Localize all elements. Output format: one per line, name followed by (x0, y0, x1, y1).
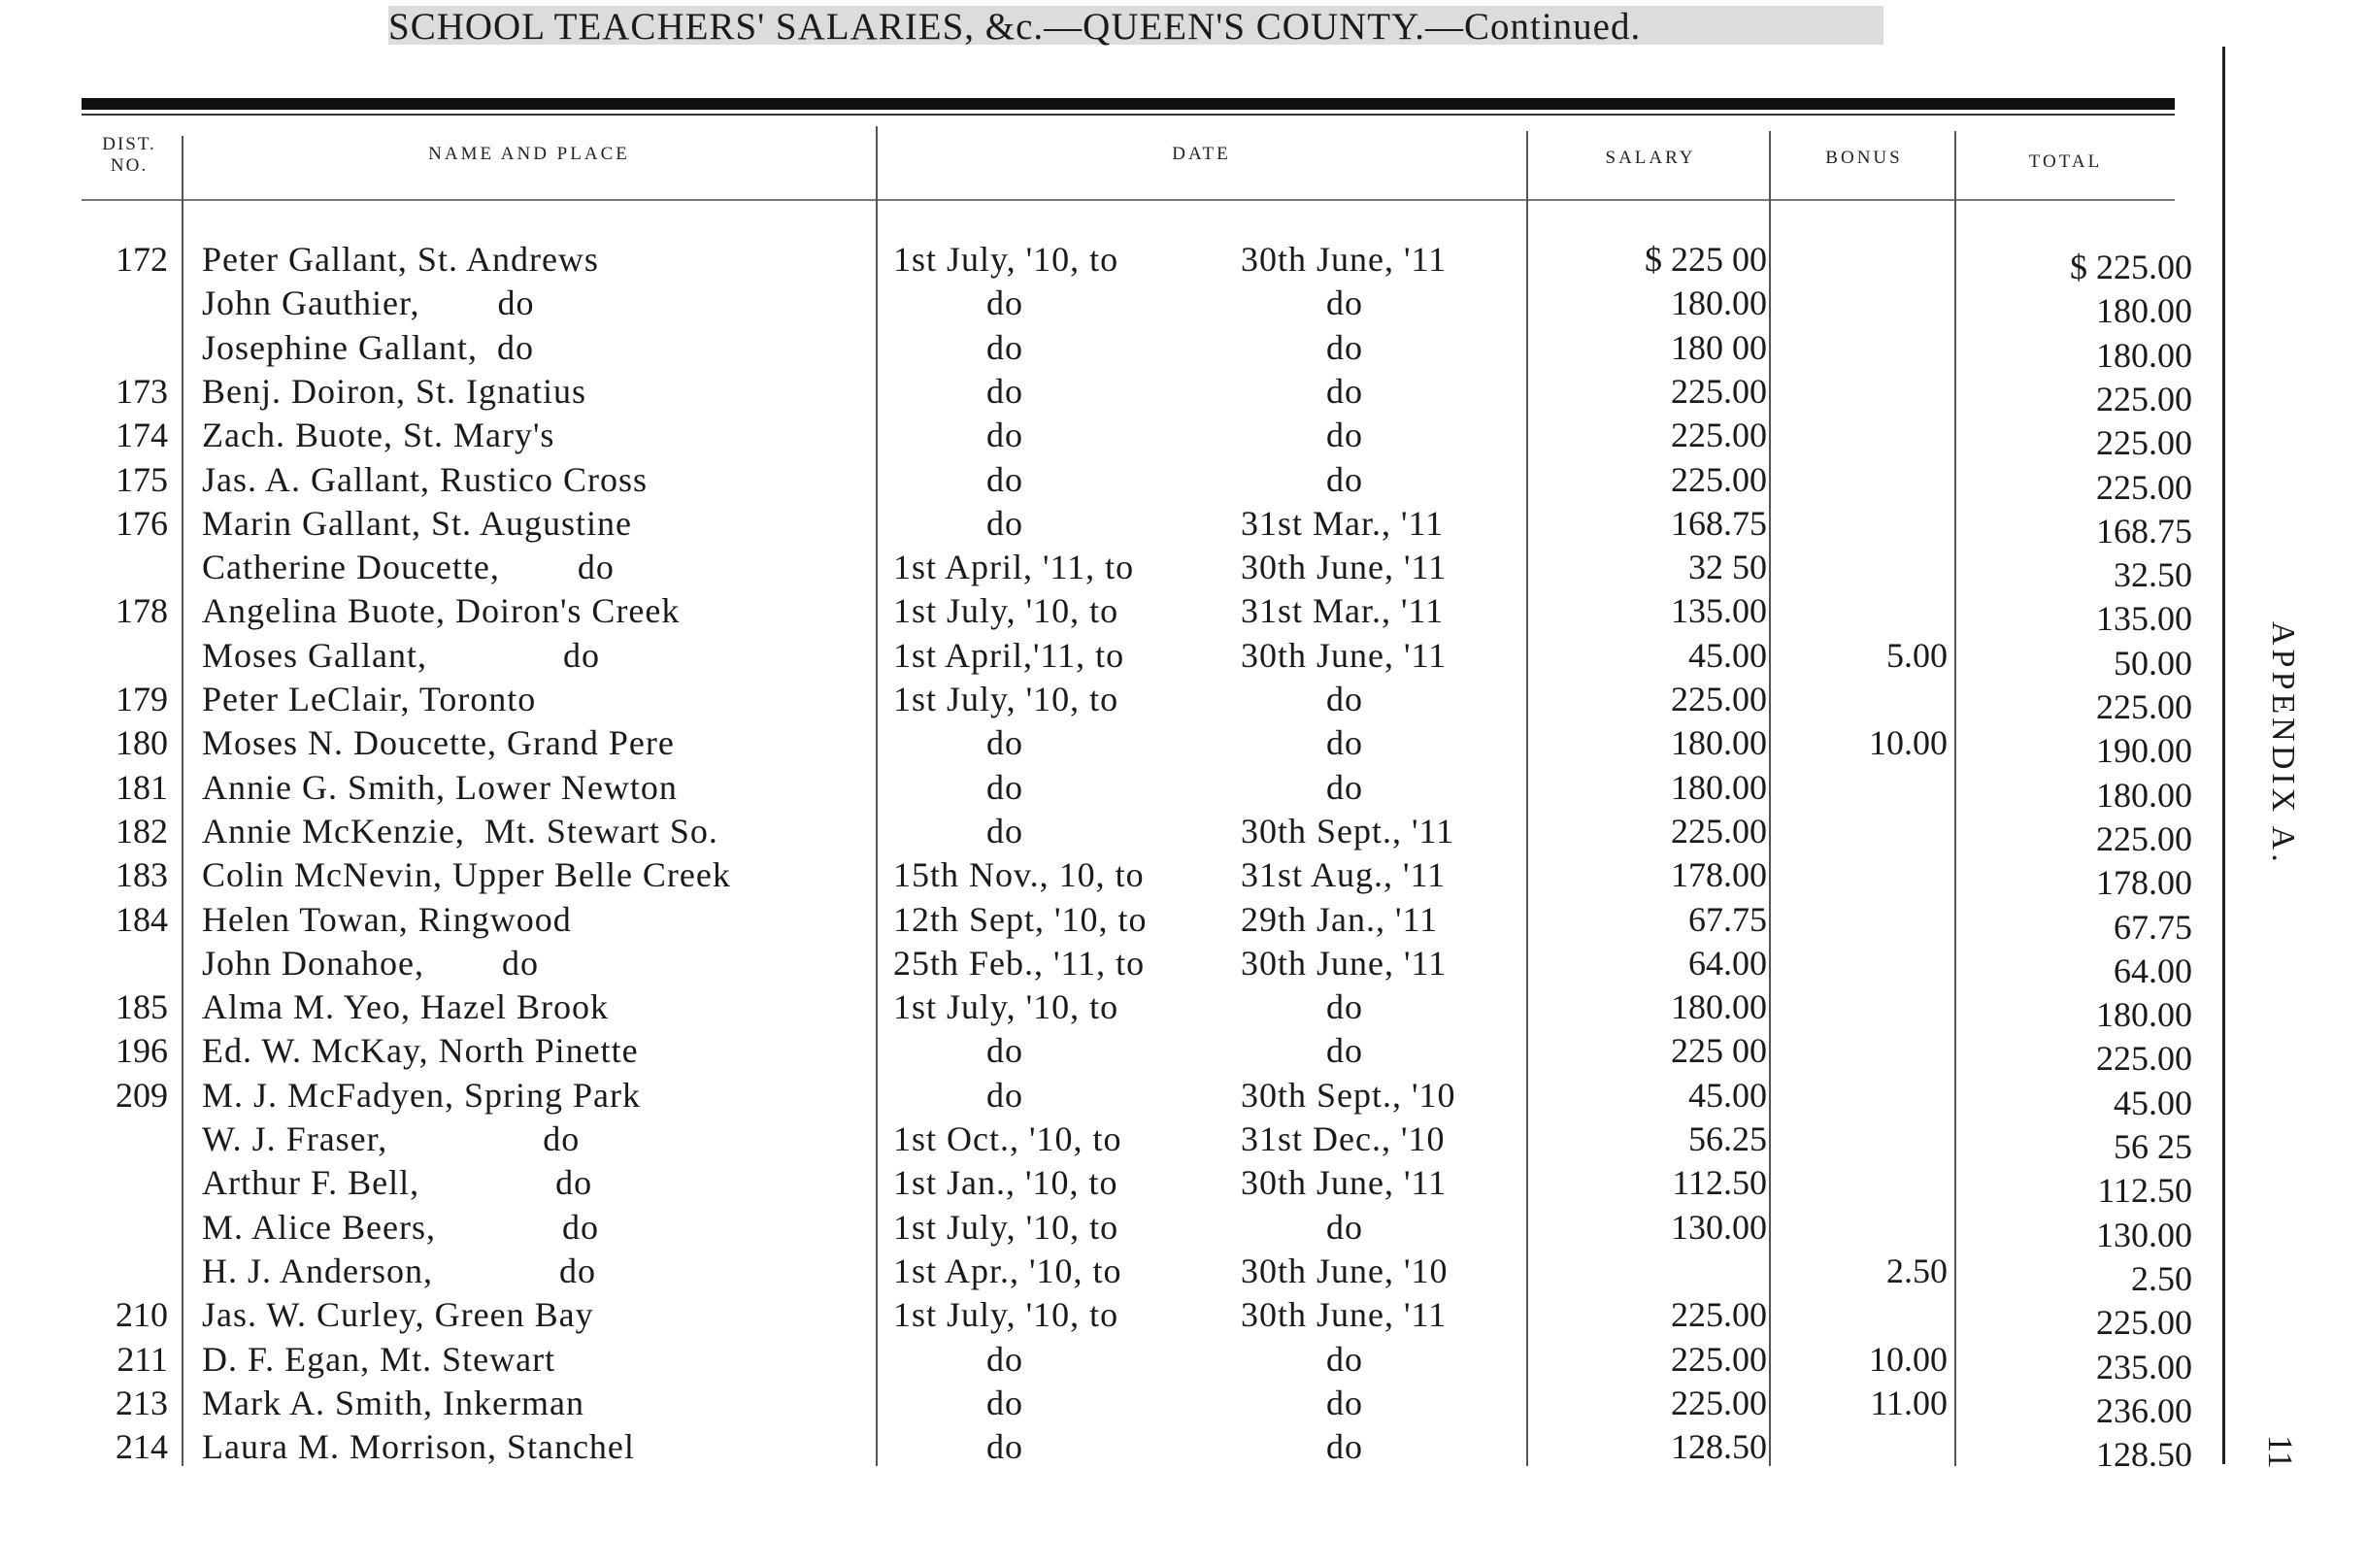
date-to-cell: 31st Dec., '10 (1241, 1119, 1446, 1158)
salary-cell: 225.00 (1671, 1295, 1767, 1335)
name-place-cell: W. J. Fraser, do (202, 1119, 581, 1158)
header-total: TOTAL (2028, 151, 2103, 172)
date-from-cell: 1st July, '10, to (893, 1295, 1119, 1335)
date-to-cell: 30th June, '11 (1241, 635, 1448, 675)
dist-no-cell: 175 (116, 459, 168, 499)
table-row (0, 1118, 2366, 1166)
salary-cell: 178.00 (1671, 855, 1767, 895)
table-row (0, 766, 2366, 815)
table-row (0, 1382, 2366, 1430)
date-from-cell: 1st July, '10, to (893, 1207, 1119, 1247)
header-salary: SALARY (1605, 148, 1696, 168)
date-to-cell: 30th June, '11 (1241, 548, 1448, 587)
date-from-cell: 25th Feb., '11, to (893, 943, 1146, 983)
total-cell: 180.00 (2096, 291, 2192, 331)
dist-no-cell: 178 (116, 591, 168, 631)
salary-cell: 180.00 (1671, 767, 1767, 807)
name-place-cell: Marin Gallant, St. Augustine (202, 503, 632, 543)
name-place-cell: Peter Gallant, St. Andrews (202, 240, 599, 279)
date-to-cell: 31st Mar., '11 (1241, 591, 1445, 631)
total-cell: 128.50 (2096, 1435, 2192, 1475)
name-place-cell: Jas. W. Curley, Green Bay (202, 1295, 594, 1335)
salary-cell: 45.00 (1688, 635, 1767, 675)
date-from-cell: 1st July, '10, to (893, 680, 1119, 718)
name-place-cell: Annie G. Smith, Lower Newton (202, 767, 678, 807)
name-place-cell: Ed. W. McKay, North Pinette (202, 1031, 639, 1071)
table-row (0, 370, 2366, 418)
name-place-cell: Arthur F. Bell, do (202, 1163, 593, 1203)
header-name-and-place: NAME AND PLACE (428, 144, 630, 164)
table-row (0, 810, 2366, 858)
name-place-cell: John Gauthier, do (202, 284, 535, 323)
bonus-cell: 5.00 (1886, 635, 1948, 675)
total-cell: 64.00 (2114, 951, 2192, 990)
table-row (0, 985, 2366, 1035)
table-row (0, 634, 2366, 683)
total-cell: 45.00 (2114, 1083, 2192, 1122)
date-to-cell: 31st Aug., '11 (1241, 855, 1447, 895)
name-place-cell: Laura M. Morrison, Stanchel (202, 1427, 635, 1467)
total-cell: 56 25 (2114, 1127, 2192, 1166)
date-from-cell: do (986, 459, 1023, 499)
bonus-cell: 10.00 (1869, 1339, 1948, 1379)
date-from-cell: 1st April,'11, to (893, 635, 1125, 675)
date-from-cell: 1st July, '10, to (893, 240, 1119, 279)
salary-cell: 225.00 (1671, 371, 1767, 411)
name-place-cell: Peter LeClair, Toronto (202, 680, 537, 718)
right-page-rule (2222, 47, 2225, 1464)
total-cell: 168.75 (2096, 511, 2192, 550)
salary-cell: 180.00 (1671, 723, 1767, 763)
total-cell: 235.00 (2096, 1347, 2192, 1386)
salary-cell: 225 00 (1671, 1031, 1767, 1071)
total-cell: 225.00 (2096, 818, 2192, 858)
date-to-cell: 30th Sept., '11 (1241, 811, 1455, 851)
bonus-cell: 2.50 (1886, 1251, 1948, 1290)
name-place-cell: M. J. McFadyen, Spring Park (202, 1075, 641, 1115)
table-row (0, 1074, 2366, 1122)
date-to-cell: do (1326, 1383, 1363, 1422)
date-from-cell: 12th Sept, '10, to (893, 899, 1148, 939)
header-bottom-rule (82, 199, 2175, 201)
table-row (0, 326, 2366, 375)
salary-cell: 128.50 (1671, 1427, 1767, 1467)
date-from-cell: 15th Nov., 10, to (893, 855, 1145, 895)
header-dist-no: DIST. NO. (102, 134, 156, 176)
table-row (0, 414, 2366, 463)
name-place-cell: Moses N. Doucette, Grand Pere (202, 723, 675, 763)
bonus-cell: 10.00 (1869, 723, 1948, 763)
date-to-cell: do (1326, 767, 1363, 807)
date-from-cell: do (986, 1383, 1023, 1422)
date-to-cell: do (1326, 1427, 1363, 1467)
date-to-cell: 30th June, '11 (1241, 943, 1448, 983)
total-cell: 225.00 (2096, 1303, 2192, 1343)
date-to-cell: do (1326, 459, 1363, 499)
dist-no-cell: 184 (116, 899, 168, 939)
table-row (0, 898, 2366, 947)
header-bonus: BONUS (1825, 148, 1903, 168)
table-row (0, 458, 2366, 507)
date-from-cell: do (986, 811, 1023, 851)
date-to-cell: 31st Mar., '11 (1241, 503, 1445, 543)
total-cell: 135.00 (2096, 599, 2192, 639)
salary-cell: 225.00 (1671, 1339, 1767, 1379)
name-place-cell: D. F. Egan, Mt. Stewart (202, 1339, 556, 1379)
dist-no-cell: 183 (116, 855, 168, 895)
dist-no-cell: 185 (116, 987, 168, 1027)
date-to-cell: 30th Sept., '10 (1241, 1075, 1456, 1115)
date-to-cell: 29th Jan., '11 (1241, 899, 1439, 939)
dist-no-cell: 173 (116, 371, 168, 411)
dist-no-cell: 196 (116, 1031, 168, 1071)
salary-cell: 32 50 (1688, 548, 1767, 587)
date-from-cell: 1st Apr., '10, to (893, 1251, 1122, 1290)
salary-cell: 56.25 (1688, 1119, 1767, 1158)
table-row (0, 1293, 2366, 1343)
salary-cell: 64.00 (1688, 943, 1767, 983)
salary-cell: 180 00 (1671, 327, 1767, 367)
table-row (0, 853, 2366, 903)
date-from-cell: do (986, 284, 1023, 323)
salary-cell: 180.00 (1671, 987, 1767, 1027)
salary-cell: 225.00 (1671, 1383, 1767, 1422)
dist-no-cell: 179 (116, 680, 168, 718)
total-cell: 225.00 (2096, 467, 2192, 507)
salary-cell: 225.00 (1671, 416, 1767, 455)
name-place-cell: Zach. Buote, St. Mary's (202, 416, 555, 455)
date-to-cell: do (1326, 327, 1363, 367)
total-cell: 180.00 (2096, 335, 2192, 375)
name-place-cell: Benj. Doiron, St. Ignatius (202, 371, 586, 411)
date-to-cell: do (1326, 284, 1363, 323)
name-place-cell: Angelina Buote, Doiron's Creek (202, 591, 681, 631)
date-to-cell: do (1326, 680, 1363, 718)
name-place-cell: H. J. Anderson, do (202, 1251, 596, 1290)
name-place-cell: M. Alice Beers, do (202, 1207, 599, 1247)
salary-cell: 45.00 (1688, 1075, 1767, 1115)
date-to-cell: 30th June, '11 (1241, 240, 1448, 279)
page-number: 11 (2261, 1435, 2300, 1469)
total-cell: 2.50 (2131, 1258, 2192, 1298)
date-from-cell: do (986, 503, 1023, 543)
name-place-cell: Colin McNevin, Upper Belle Creek (202, 855, 731, 895)
dist-no-cell: 181 (116, 767, 168, 807)
table-row (0, 1338, 2366, 1386)
dist-no-cell: 211 (117, 1339, 168, 1379)
total-cell: 50.00 (2114, 643, 2192, 683)
date-from-cell: do (986, 1075, 1023, 1115)
name-place-cell: Josephine Gallant, do (202, 327, 534, 367)
salary-cell: 135.00 (1671, 591, 1767, 631)
bonus-cell: 11.00 (1870, 1383, 1948, 1422)
date-to-cell: do (1326, 1207, 1363, 1247)
dist-no-cell: 176 (116, 503, 168, 543)
table-row (0, 502, 2366, 550)
dist-no-cell: 182 (116, 811, 168, 851)
table-row (0, 721, 2366, 771)
salary-cell: $ 225 00 (1645, 240, 1767, 279)
table-row (0, 282, 2366, 331)
name-place-cell: Catherine Doucette, do (202, 548, 615, 587)
date-from-cell: do (986, 1427, 1023, 1467)
salary-cell: 225.00 (1671, 811, 1767, 851)
table-row (0, 942, 2366, 990)
total-cell: 67.75 (2114, 907, 2192, 947)
table-row (0, 238, 2366, 286)
date-from-cell: do (986, 723, 1023, 763)
table-row (0, 1425, 2366, 1475)
header-date: DATE (1172, 144, 1231, 164)
total-cell: 180.00 (2096, 775, 2192, 815)
name-place-cell: John Donahoe, do (202, 943, 539, 983)
date-from-cell: do (986, 371, 1023, 411)
salary-cell: 168.75 (1671, 503, 1767, 543)
total-cell: 178.00 (2096, 863, 2192, 903)
dist-no-cell: 172 (116, 240, 168, 279)
page-title: SCHOOL TEACHERS' SALARIES, &c.—QUEEN'S COUNTY.—Continued. (388, 6, 1642, 48)
top-thin-rule (82, 114, 2175, 116)
name-place-cell: Mark A. Smith, Inkerman (202, 1383, 584, 1422)
name-place-cell: Annie McKenzie, Mt. Stewart So. (202, 811, 718, 851)
date-to-cell: do (1326, 1031, 1363, 1071)
salary-cell: 180.00 (1671, 284, 1767, 323)
total-cell: 236.00 (2096, 1390, 2192, 1430)
dist-no-cell: 214 (116, 1427, 168, 1467)
date-to-cell: 30th June, '11 (1241, 1163, 1448, 1203)
date-to-cell: do (1326, 1339, 1363, 1379)
total-cell: 32.50 (2114, 555, 2192, 595)
salary-cell: 130.00 (1671, 1207, 1767, 1247)
date-to-cell: do (1326, 723, 1363, 763)
table-row (0, 546, 2366, 595)
salary-cell: 225.00 (1671, 680, 1767, 718)
table-row (0, 1206, 2366, 1254)
salary-cell: 67.75 (1688, 899, 1767, 939)
table-row (0, 1161, 2366, 1211)
name-place-cell: Helen Towan, Ringwood (202, 899, 572, 939)
date-from-cell: do (986, 1339, 1023, 1379)
appendix-label: APPENDIX A. (2265, 621, 2301, 866)
date-from-cell: 1st April, '11, to (893, 548, 1135, 587)
total-cell: 112.50 (2097, 1171, 2192, 1211)
name-place-cell: Jas. A. Gallant, Rustico Cross (202, 459, 648, 499)
salary-cell: 112.50 (1672, 1163, 1767, 1203)
table-row (0, 1250, 2366, 1298)
total-cell: 225.00 (2096, 1039, 2192, 1079)
total-cell: 225.00 (2096, 379, 2192, 418)
total-cell: 225.00 (2096, 687, 2192, 726)
table-row (0, 678, 2366, 726)
salary-cell: 225.00 (1671, 459, 1767, 499)
total-cell: 225.00 (2096, 423, 2192, 463)
date-to-cell: do (1326, 416, 1363, 455)
dist-no-cell: 213 (116, 1383, 168, 1422)
name-place-cell: Alma M. Yeo, Hazel Brook (202, 987, 609, 1027)
date-from-cell: 1st July, '10, to (893, 591, 1119, 631)
date-from-cell: 1st Oct., '10, to (893, 1119, 1122, 1158)
date-from-cell: do (986, 767, 1023, 807)
dist-no-cell: 210 (116, 1295, 168, 1335)
total-cell: 180.00 (2096, 995, 2192, 1035)
total-cell: 130.00 (2096, 1215, 2192, 1254)
date-from-cell: do (986, 1031, 1023, 1071)
dist-no-cell: 209 (116, 1075, 168, 1115)
date-from-cell: 1st Jan., '10, to (893, 1163, 1118, 1203)
total-cell: 190.00 (2096, 731, 2192, 771)
dist-no-cell: 180 (116, 723, 168, 763)
date-from-cell: 1st July, '10, to (893, 987, 1119, 1027)
date-to-cell: 30th June, '10 (1241, 1251, 1449, 1290)
name-place-cell: Moses Gallant, do (202, 635, 600, 675)
dist-no-cell: 174 (116, 416, 168, 455)
date-to-cell: do (1326, 987, 1363, 1027)
date-to-cell: 30th June, '11 (1241, 1295, 1448, 1335)
date-from-cell: do (986, 416, 1023, 455)
top-thick-rule (82, 98, 2175, 110)
total-cell: $ 225.00 (2070, 248, 2192, 286)
table-row (0, 1029, 2366, 1079)
date-to-cell: do (1326, 371, 1363, 411)
date-from-cell: do (986, 327, 1023, 367)
table-row (0, 589, 2366, 639)
